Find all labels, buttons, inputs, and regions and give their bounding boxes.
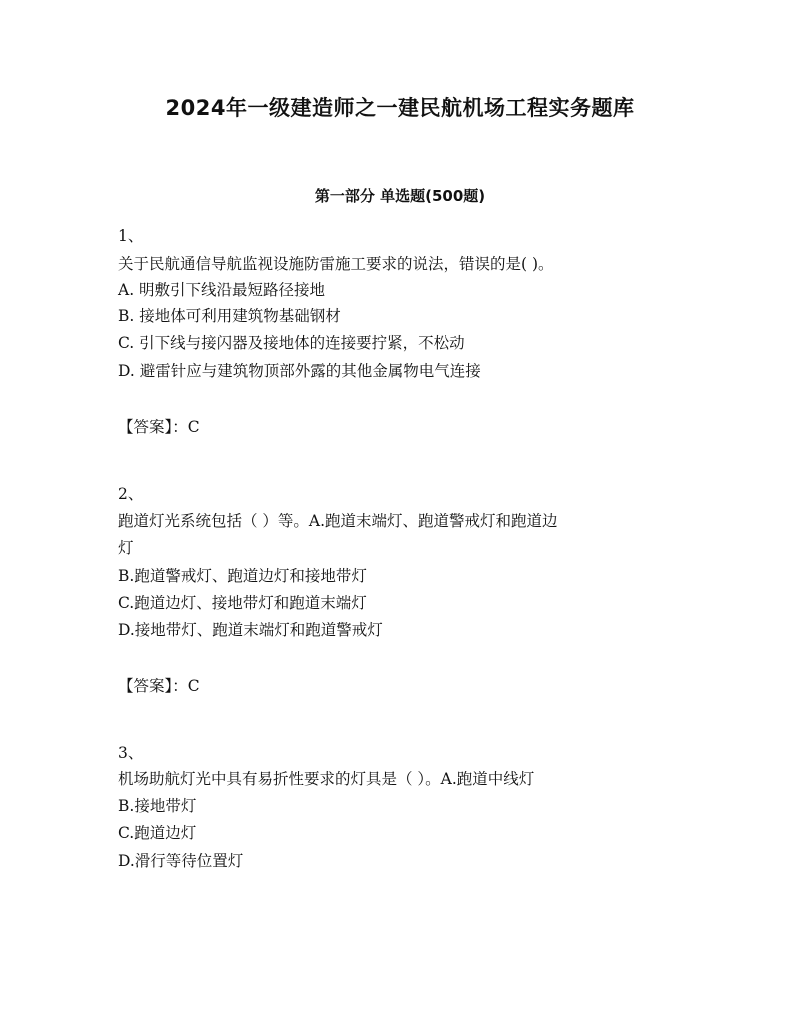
answer: 【答案】：C <box>118 418 200 436</box>
question-stem: 机场助航灯光中具有易折性要求的灯具是（ ）。A.跑道中线灯 <box>118 770 535 788</box>
option-c: C.跑道边灯 <box>118 824 197 842</box>
question-stem-line-1: 跑道灯光系统包括（ ）等。A.跑道末端灯、跑道警戒灯和跑道边 <box>118 512 558 530</box>
option-b: B.跑道警戒灯、跑道边灯和接地带灯 <box>118 567 367 585</box>
option-b: B.接地带灯 <box>118 797 197 815</box>
question-stem-line-2: 灯 <box>118 539 134 557</box>
question-stem: 关于民航通信导航监视设施防雷施工要求的说法，错误的是( )。 <box>118 255 554 273</box>
option-d: D. 避雷针应与建筑物顶部外露的其他金属物电气连接 <box>118 362 481 380</box>
option-d: D.滑行等待位置灯 <box>118 852 244 870</box>
answer: 【答案】：C <box>118 677 200 695</box>
question-number: 2、 <box>118 485 144 503</box>
section-heading: 第一部分 单选题(500题) <box>314 187 486 205</box>
option-c: C. 引下线与接闪器及接地体的连接要拧紧，不松动 <box>118 334 465 352</box>
option-d: D.接地带灯、跑道末端灯和跑道警戒灯 <box>118 621 383 639</box>
document-title: 2024年一级建造师之一建民航机场工程实务题库 <box>165 96 635 120</box>
question-number: 1、 <box>118 227 144 245</box>
option-b: B. 接地体可利用建筑物基础钢材 <box>118 307 341 325</box>
question-number: 3、 <box>118 744 144 762</box>
option-a: A. 明敷引下线沿最短路径接地 <box>118 281 326 299</box>
option-c: C.跑道边灯、接地带灯和跑道末端灯 <box>118 594 367 612</box>
